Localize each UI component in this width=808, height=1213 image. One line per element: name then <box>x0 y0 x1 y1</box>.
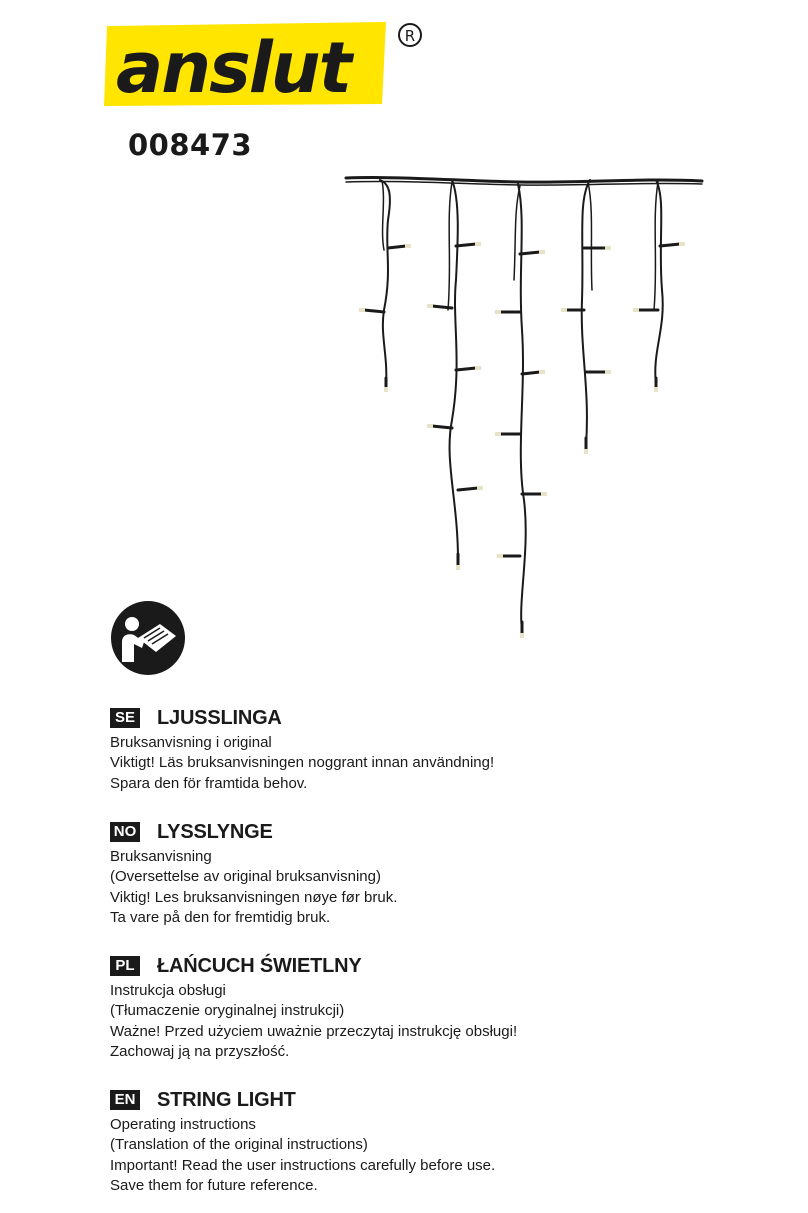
section-no <box>110 819 710 928</box>
section-title: STRING LIGHT <box>157 1088 296 1111</box>
text-line: Ta vare på den for fremtidig bruk. <box>110 908 331 926</box>
text-line: Save them for future reference. <box>110 1176 318 1194</box>
section-se <box>110 705 710 794</box>
language-badge: SE <box>110 708 140 728</box>
text-line: Instrukcja obsługi <box>110 982 226 999</box>
text-line: Ważne! Przed użyciem uważnie przeczytaj instrukcję obsługi! <box>110 1022 518 1040</box>
text-line: Important! Read the user instructions carefully before use. <box>110 1156 496 1174</box>
text-line: Zachowaj ją na przyszłość. <box>110 1042 290 1060</box>
text-line: (Tłumaczenie oryginalnej instrukcji) <box>110 1002 345 1020</box>
language-badge: PL <box>110 956 140 976</box>
text-line: Bruksanvisning i original <box>110 734 272 751</box>
registered-letter: R <box>404 27 416 45</box>
section-title: LJUSSLINGA <box>157 706 282 729</box>
section-title: ŁAŃCUCH ŚWIETLNY <box>157 954 362 977</box>
text-line: Operating instructions <box>110 1116 256 1133</box>
language-badge: NO <box>110 822 140 842</box>
read-manual-icon <box>110 600 186 681</box>
section-en <box>110 1087 710 1196</box>
text-line: Viktigt! Läs bruksanvisningen noggrant innan användning! <box>110 754 495 772</box>
string-light-illustration <box>340 160 710 645</box>
text-line: (Translation of the original instructions) <box>110 1136 368 1154</box>
text-line: Bruksanvisning <box>110 848 212 865</box>
section-pl <box>110 953 710 1062</box>
text-line: (Oversettelse av original bruksanvisning) <box>110 868 381 886</box>
section-title: LYSSLYNGE <box>157 820 273 843</box>
brand-logo <box>104 22 424 113</box>
product-code: 008473 <box>128 128 253 162</box>
language-badge: EN <box>110 1090 140 1110</box>
brand-name: anslut <box>116 27 351 108</box>
text-line: Spara den för framtida behov. <box>110 774 308 792</box>
text-line: Viktig! Les bruksanvisningen nøye før bruk. <box>110 888 398 906</box>
